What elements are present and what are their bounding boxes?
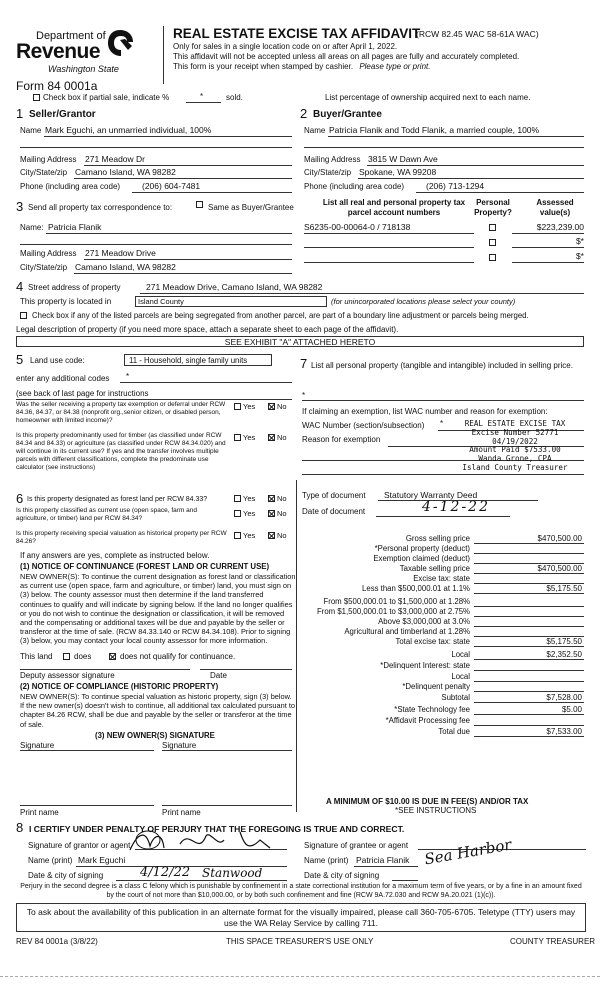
revenue-logo-icon: [106, 28, 134, 58]
parcels-header-3: [525, 198, 585, 218]
header-note-3: [173, 62, 430, 72]
q-historic-no-label: No: [277, 531, 287, 540]
partial-sale-label: Check box if partial sale, indicate %: [43, 93, 170, 102]
q-current-use-yes-checkbox[interactable]: [234, 510, 241, 517]
wac-field[interactable]: *: [440, 419, 444, 428]
owner-sig-label-1: Signature: [20, 741, 55, 750]
parcels-header-1a: List all real and personal property tax: [322, 198, 466, 207]
alternate-format-text: To ask about the availability of this publication in an alternate format for the visually impaired, please call 360-705-6705. Teletype (TTY) users may use the WA Relay Service by calling 711.: [26, 907, 576, 928]
minimum-line-1: A MINIMUM OF $10.00 IS DUE IN FEE(S) AND/OR TAX: [326, 797, 529, 806]
same-as-buyer-checkbox[interactable]: [196, 201, 203, 208]
continuance-text: NEW OWNER(S): To continue the current designation as forest land or classification as current use (open space, farm and agriculture, or timber) land, you must sign on (3) below. The county assessor must then determine if the land transferred continues to qualify and will indicate by signing below. If the land no longer qualifies or you do not wish to continue the designation or classification, it will be removed and the compensating or additional taxes will be due and payable by the seller or transferor at the time of sale. (RCW 84.33.140 or RCW 84.34.108). Prior to signing (3) below, you may contact your local county assessor for more information.: [20, 572, 296, 646]
doc-date-field[interactable]: 4-12-22: [422, 499, 490, 515]
form-title: REAL ESTATE EXCISE TAX AFFIDAVIT: [173, 26, 421, 41]
new-owner-sig-title: (3) NEW OWNER(S) SIGNATURE: [95, 731, 215, 740]
doc-type-field[interactable]: Statutory Warranty Deed: [384, 490, 478, 500]
legal-label: Legal description of property (if you need more space, attach a separate sheet to each page of the affidavit).: [16, 325, 399, 334]
buyer-mail-field[interactable]: 3815 W Dawn Ave: [368, 154, 438, 164]
segregate-label: Check box if any of the listed parcels are being segregated from another parcel, are part of a boundary line adjustment or parcels being merged.: [32, 311, 529, 320]
form-title-ref: (RCW 82.45 WAC 58-61A WAC): [416, 29, 539, 39]
historic-text: NEW OWNER(S): To continue special valuation as historic property, sign (3) below. If the new owner(s) doesn't wish to continue, all additional tax calculated pursuant to chapter 84.26 RCW, shall be due and payable by the seller or transferor at the time of sale.: [20, 692, 296, 729]
stamp-line-6: Island County Treasurer: [462, 462, 568, 472]
tax-row-label: From $1,500,000.01 to $3,000,000 at 2.75%: [316, 607, 470, 616]
q-current-use-text: Is this property classified as current use (open space, farm and agriculture, or timber) land per RCW 84.34?: [16, 507, 198, 522]
washington-state-text: Washington State: [48, 64, 119, 74]
deputy-date-label: Date: [210, 671, 227, 680]
q-timber-yes-label: Yes: [243, 433, 256, 442]
seller-mail-label: Mailing Address: [20, 155, 77, 164]
owner-print-label-1: Print name: [20, 808, 59, 817]
seller-phone-field[interactable]: (206) 604-7481: [142, 181, 201, 191]
personal-property-checkbox-1[interactable]: [489, 224, 496, 231]
header-note-2: This affidavit will not be accepted unless all areas on all pages are fully and accurately completed.: [173, 52, 520, 61]
q-exemption-yes-checkbox[interactable]: [234, 403, 241, 410]
doc-date-label: Date of document: [302, 507, 366, 516]
parcels-header-2a: Personal: [476, 198, 510, 207]
tax-row-value[interactable]: $2,352.50: [546, 650, 582, 659]
q-historic-yes-label: Yes: [243, 531, 256, 540]
q-current-use-no-label: No: [277, 509, 287, 518]
stamp-line-1: REAL ESTATE EXCISE TAX: [464, 419, 566, 428]
parcel-number-1[interactable]: S6235-00-00064-0 / 718138: [304, 222, 411, 232]
parcels-header-2b: Property?: [474, 208, 512, 217]
section5-number: 5: [16, 352, 24, 367]
tax-row-label: *Personal property (deduct): [374, 544, 470, 553]
q-forest-yes-label: Yes: [243, 494, 256, 503]
q-historic-no-checkbox[interactable]: [268, 532, 275, 539]
stamp-line-2: Excise Number 52771: [471, 427, 559, 437]
section4-number: 4: [16, 279, 24, 294]
minimum-line-2: *SEE INSTRUCTIONS: [395, 806, 477, 815]
q-forest-no-checkbox[interactable]: [268, 495, 275, 502]
additional-codes-field[interactable]: *: [126, 372, 130, 381]
header-note-3b: Please type or print.: [359, 62, 431, 71]
seller-city-field[interactable]: Camano Island, WA 98282: [75, 167, 176, 177]
street-label: Street address of property: [28, 283, 121, 292]
corr-mail-label: Mailing Address: [20, 249, 77, 258]
section6-number: 6: [16, 491, 24, 506]
q-exemption-yes-label: Yes: [243, 402, 256, 411]
tax-row-value[interactable]: $470,500.00: [537, 534, 582, 543]
tax-row-label: Total excise tax: state: [395, 637, 470, 646]
grantee-name-field[interactable]: Patricia Flanik: [356, 855, 410, 865]
seller-phone-label: Phone (including area code): [20, 182, 121, 191]
tax-row-label: *Delinquent Interest: state: [380, 661, 470, 670]
corr-name-label: Name:: [20, 223, 44, 232]
q-forest-no-label: No: [277, 494, 287, 503]
header-note-3a: This form is your receipt when stamped by cashier.: [173, 62, 354, 71]
land-use-label: Land use code:: [30, 356, 85, 365]
partial-sale-checkbox[interactable]: [33, 94, 40, 101]
tax-row-label: Total due: [438, 727, 470, 736]
does-not-label: does not qualify for continuance.: [120, 652, 236, 661]
tax-row-label: Local: [451, 672, 470, 681]
q-timber-text: Is this property predominantly used for timber (as classified under RCW 84.34 and 84.33) or agriculture (as classified under RCW 84.34.020) and will continue in its current use? If yes and the transfer involves multiple parcels with different classifications, complete the predominate use calculator (see instructions): [16, 432, 226, 471]
grantor-date-field[interactable]: 4/12/22: [140, 865, 191, 880]
additional-codes-label: enter any additional codes: [16, 374, 110, 383]
q-exemption-no-label: No: [277, 402, 287, 411]
q-forest-text: Is this property designated as forest land per RCW 84.33?: [27, 496, 208, 503]
grantor-name-field[interactable]: Mark Eguchi: [78, 855, 126, 865]
buyer-phone-field[interactable]: (206) 713-1294: [426, 181, 485, 191]
q-historic-yes-checkbox[interactable]: [234, 532, 241, 539]
does-checkbox[interactable]: [63, 653, 70, 660]
treasurer-use-only: THIS SPACE TREASURER'S USE ONLY: [226, 937, 374, 946]
buyer-city-label: City/State/zip: [304, 168, 352, 177]
tax-row-label: *State Technology fee: [394, 705, 470, 714]
grantor-date-label: Date & city of signing: [28, 871, 104, 880]
seller-mail-field[interactable]: 271 Meadow Dr: [85, 154, 146, 164]
does-not-checkbox[interactable]: [109, 653, 116, 660]
grantee-sig-label: Signature of grantee or agent: [304, 841, 409, 850]
county-select-value: Island County: [138, 297, 184, 306]
tax-row-value[interactable]: $5,175.50: [546, 584, 582, 593]
grantor-city-field[interactable]: Stanwood: [202, 866, 263, 880]
corr-city-field[interactable]: Camano Island, WA 98282: [75, 262, 176, 272]
if-yes-note: If any answers are yes, complete as instructed below.: [20, 551, 210, 560]
grantee-signature: Sea Harbor: [423, 835, 513, 869]
buyer-phone-label: Phone (including area code): [304, 182, 405, 191]
parcels-header-1b: parcel account numbers: [347, 208, 441, 217]
correspondence-label: Send all property tax correspondence to:: [28, 203, 173, 212]
personal-property-label: List all personal property (tangible and intangible) included in selling price.: [311, 361, 573, 370]
revenue-text: Revenue: [16, 40, 101, 63]
seller-title: Seller/Grantor: [29, 109, 96, 120]
header-note-1: Only for sales in a single location code on or after April 1, 2022.: [173, 42, 398, 51]
legal-description-box[interactable]: [16, 336, 584, 347]
tax-row-value[interactable]: $7,528.00: [546, 693, 582, 702]
buyer-mail-label: Mailing Address: [304, 155, 361, 164]
same-as-buyer-label: Same as Buyer/Grantee: [208, 203, 294, 212]
partial-sale-pct[interactable]: *: [200, 92, 204, 101]
parcels-header-3a: Assessed: [536, 198, 574, 207]
q-historic-text: Is this property receiving special valuation as historical property per RCW 84.26?: [16, 530, 227, 545]
owner-sig-label-2: Signature: [162, 741, 197, 750]
tax-row-label: *Affidavit Processing fee: [385, 716, 470, 725]
q-current-use-yes-label: Yes: [243, 509, 256, 518]
personal-property-checkbox-3[interactable]: [489, 254, 496, 261]
grantee-date-label: Date & city of signing: [304, 871, 380, 880]
certify-text: I CERTIFY UNDER PENALTY OF PERJURY THAT THE FOREGOING IS TRUE AND CORRECT.: [29, 824, 405, 834]
q-current-use-no-checkbox[interactable]: [268, 510, 275, 517]
seller-name-label: Name: [20, 126, 42, 135]
segregate-checkbox[interactable]: [20, 312, 27, 319]
see-back-note: (see back of last page for instructions: [16, 389, 149, 398]
section7-number: 7: [300, 356, 308, 371]
section3-number: 3: [16, 199, 24, 214]
seller-city-label: City/State/zip: [20, 168, 68, 177]
buyer-name-field[interactable]: Patricia Flanik and Todd Flanik, a married couple, 100%: [329, 125, 540, 135]
grantor-sig-label: Signature of grantor or agent: [28, 841, 131, 850]
parcels-header-3b: value(s): [539, 208, 571, 217]
corr-name-field[interactable]: Patricia Flanik: [48, 222, 102, 232]
q-exemption-text: Was the seller receiving a property tax exemption or deferral under RCW 84.36, 84.37, or 84.38 (nonprofit org.,senior citizen, or disabled person, homeowner with limited income)?: [16, 401, 226, 424]
street-field[interactable]: 271 Meadow Drive, Camano Island, WA 98282: [146, 282, 323, 292]
buyer-title: Buyer/Grantee: [313, 109, 382, 120]
alternate-format-box: [16, 903, 586, 932]
grantee-print-label: Name (print): [304, 856, 349, 865]
assessed-value-1[interactable]: $223,239.00: [536, 222, 584, 232]
reason-label: Reason for exemption: [302, 435, 381, 444]
doc-type-label: Type of document: [302, 491, 366, 500]
perjury-body: Perjury in the second degree is a class C felony which is punishable by confinement in a state correctional institution for a maximum term of five years, or by a fine in an amount fixed by the court of not more than $10,000.00, or by both such confinement and fine (RCW 9A.72.030 and RCW 9A.20.021 (1)(c)).: [20, 883, 582, 899]
wac-label: WAC Number (section/subsection): [302, 421, 425, 430]
tax-row-value[interactable]: $5,175.50: [546, 637, 582, 646]
tax-row-label: Less than $500,000.01 at 1.1%: [362, 584, 470, 593]
stamp-line-4: Amount Paid $7533.00: [469, 445, 561, 455]
grantor-print-label: Name (print): [28, 856, 73, 865]
tax-row-label: Above $3,000,000 at 3.0%: [378, 617, 470, 626]
exemption-label: If claiming an exemption, list WAC number and reason for exemption:: [302, 407, 548, 416]
dept-of-text: Department of: [36, 30, 106, 42]
owner-print-label-2: Print name: [162, 808, 201, 817]
stamp-line-3: 04/19/2022: [492, 436, 538, 446]
form-number: Form 84 0001a: [16, 79, 98, 93]
personal-property-checkbox-2[interactable]: [489, 239, 496, 246]
located-label: This property is located in: [20, 297, 112, 306]
section2-number: 2: [300, 106, 308, 121]
stamp-line-5: Wanda Grone, CPA: [478, 454, 552, 464]
assessed-value-2[interactable]: $*: [575, 236, 584, 246]
tax-row-label: Exemption claimed (deduct): [373, 554, 470, 563]
tax-row-label: Excise tax: state: [413, 574, 470, 583]
tax-row-label: *Delinquent penalty: [402, 682, 470, 691]
perjury-text: [16, 883, 586, 900]
corr-mail-field[interactable]: 271 Meadow Drive: [85, 248, 156, 258]
tax-row-label: Agricultural and timberland at 1.28%: [344, 627, 470, 636]
land-use-value: 11 - Household, single family units: [129, 356, 248, 365]
revenue-logo: [16, 26, 136, 76]
personal-property-field[interactable]: *: [302, 391, 306, 400]
tax-row-label: Gross selling price: [405, 534, 470, 543]
q-exemption-no-checkbox[interactable]: [268, 403, 275, 410]
tax-row-label: From $500,000.01 to $1,500,000 at 1.28%: [323, 597, 470, 606]
legal-description-value: SEE EXHIBIT "A" ATTACHED HERETO: [224, 337, 376, 347]
parcels-header-1: [309, 198, 479, 218]
tax-row-label: Taxable selling price: [399, 564, 470, 573]
rev-number: REV 84 0001a (3/8/22): [16, 937, 98, 946]
grantor-signature-scribble: [120, 826, 290, 856]
buyer-city-field[interactable]: Spokane, WA 99208: [359, 167, 437, 177]
deputy-sig-label: Deputy assessor signature: [20, 671, 115, 680]
ownership-note: List percentage of ownership acquired next to each name.: [325, 93, 531, 102]
historic-title: (2) NOTICE OF COMPLIANCE (HISTORIC PROPERTY): [20, 682, 219, 691]
county-select[interactable]: [135, 296, 327, 307]
parcels-header-2: [470, 198, 516, 218]
section1-number: 1: [16, 106, 24, 121]
land-use-select[interactable]: [124, 354, 272, 366]
continuance-title: (1) NOTICE OF CONTINUANCE (FOREST LAND OR CURRENT USE): [20, 562, 270, 571]
tax-row-label: Local: [451, 650, 470, 659]
partial-sale-sold: sold.: [226, 93, 243, 102]
tax-row-value[interactable]: $5.00: [561, 705, 582, 714]
seller-name-field[interactable]: Mark Eguchi, an unmarried individual, 100%: [45, 125, 212, 135]
q-timber-no-label: No: [277, 433, 287, 442]
q-timber-no-checkbox[interactable]: [268, 434, 275, 441]
section8-number: 8: [16, 820, 24, 835]
does-label: does: [74, 652, 92, 661]
buyer-name-label: Name: [304, 126, 326, 135]
unincorporated-note: (for unincorporated locations please select your county): [331, 297, 516, 306]
assessed-value-3[interactable]: $*: [575, 251, 584, 261]
treasurer-stamp: [445, 420, 585, 473]
q-timber-yes-checkbox[interactable]: [234, 434, 241, 441]
corr-city-label: City/State/zip: [20, 263, 68, 272]
tax-row-label: Subtotal: [441, 693, 470, 702]
tax-row-value[interactable]: $470,500.00: [537, 564, 582, 573]
q-forest-yes-checkbox[interactable]: [234, 495, 241, 502]
tax-row-value[interactable]: $7,533.00: [546, 727, 582, 736]
this-land-label: This land: [20, 652, 53, 661]
county-treasurer-label: COUNTY TREASURER: [510, 937, 596, 946]
